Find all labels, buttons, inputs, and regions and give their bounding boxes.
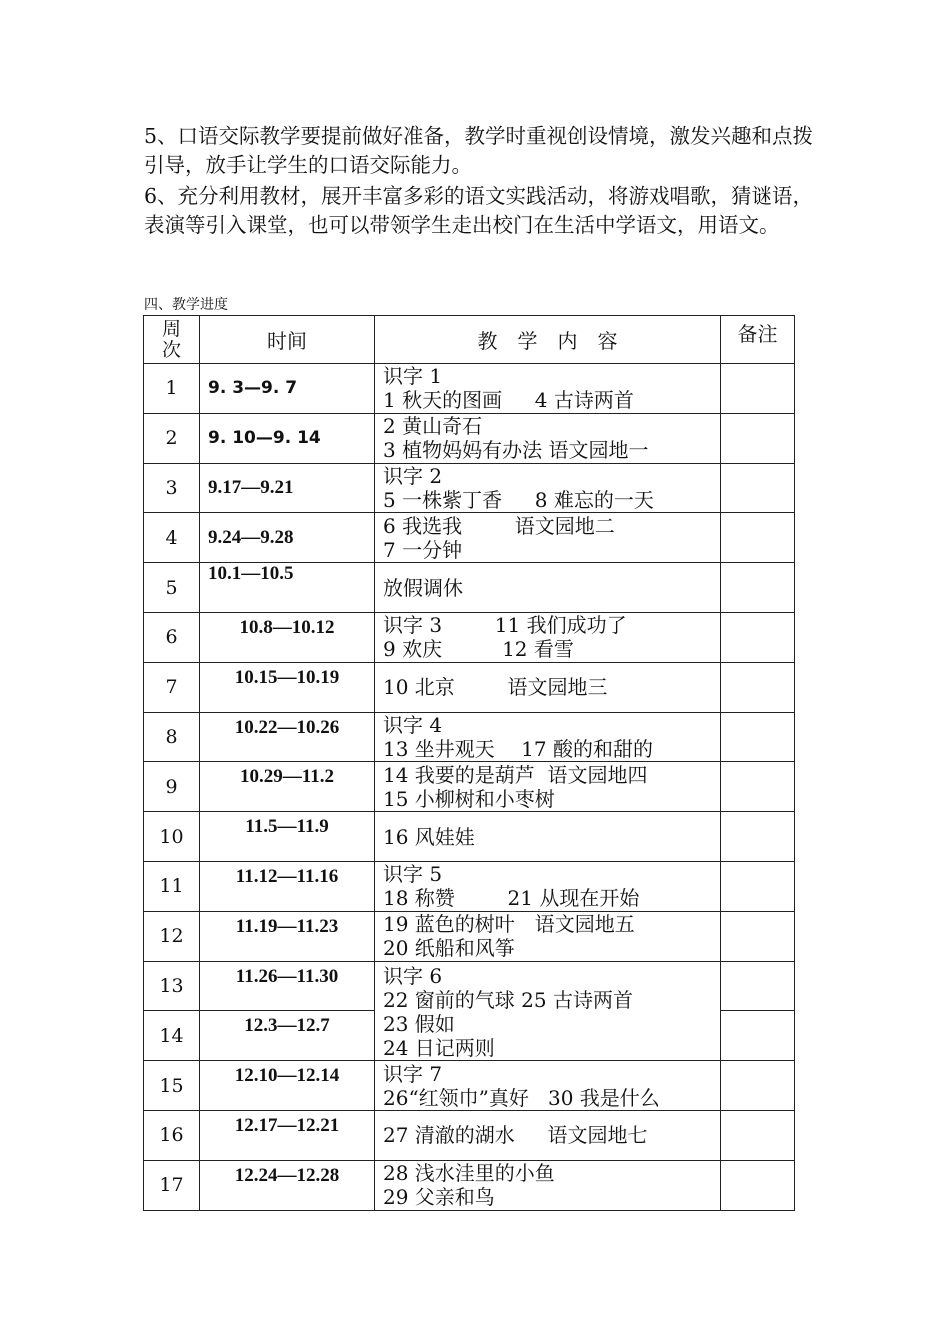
time-cell: 12.3—12.7 [200, 1011, 375, 1061]
section-title: 四、教学进度 [144, 297, 228, 313]
table-row [144, 513, 795, 563]
week-cell: 14 [144, 1011, 200, 1061]
note-cell [721, 911, 795, 961]
note-cell [721, 364, 795, 414]
week-cell: 16 [144, 1110, 200, 1160]
table-row [144, 961, 795, 1011]
table-row [144, 364, 795, 414]
content-cell: 19 蓝色的树叶 语文园地五 20 纸船和风筝 [375, 911, 721, 961]
time-cell: 9. 10—9. 14 [200, 413, 375, 463]
note-cell [721, 413, 795, 463]
time-cell: 11.26—11.30 [200, 961, 375, 1011]
week-cell: 17 [144, 1160, 200, 1210]
content-cell: 识字 3 11 我们成功了 9 欢庆 12 看雪 [375, 612, 721, 662]
note-cell [721, 612, 795, 662]
table-row [144, 413, 795, 463]
table-row [144, 612, 795, 662]
time-cell: 12.24—12.28 [200, 1160, 375, 1210]
time-cell: 9.17—9.21 [200, 463, 375, 513]
time-cell: 10.22—10.26 [200, 712, 375, 762]
time-cell: 11.5—11.9 [200, 812, 375, 862]
table-row [144, 1061, 795, 1111]
table-row [144, 812, 795, 862]
table-row [144, 1110, 795, 1160]
week-cell: 5 [144, 563, 200, 613]
note-cell [721, 762, 795, 812]
content-cell: 识字 4 13 坐井观天 17 酸的和甜的 [375, 712, 721, 762]
content-cell: 放假调休 [375, 563, 721, 613]
note-cell [721, 861, 795, 911]
table-row [144, 463, 795, 513]
content-cell: 识字 2 5 一株紫丁香 8 难忘的一天 [375, 463, 721, 513]
week-cell: 12 [144, 911, 200, 961]
week-cell: 1 [144, 364, 200, 414]
content-cell: 识字 7 26“红领巾”真好 30 我是什么 [375, 1061, 721, 1111]
header-week: 周 次 [144, 316, 200, 364]
week-cell: 13 [144, 961, 200, 1011]
note-cell [721, 563, 795, 613]
time-cell: 12.10—12.14 [200, 1061, 375, 1111]
content-cell: 27 清澈的湖水 语文园地七 [375, 1110, 721, 1160]
note-cell [721, 812, 795, 862]
week-cell: 10 [144, 812, 200, 862]
content-cell: 16 风娃娃 [375, 812, 721, 862]
content-cell: 28 浅水洼里的小鱼 29 父亲和鸟 [375, 1160, 721, 1210]
note-cell [721, 1011, 795, 1061]
time-cell: 10.8—10.12 [200, 612, 375, 662]
table-row [144, 563, 795, 613]
schedule-table [143, 315, 795, 1211]
table-row [144, 861, 795, 911]
note-cell [721, 662, 795, 712]
table-row [144, 1160, 795, 1210]
note-cell [721, 712, 795, 762]
header-content: 教 学 内 容 [375, 316, 721, 364]
time-cell: 11.12—11.16 [200, 861, 375, 911]
week-cell: 8 [144, 712, 200, 762]
table-row [144, 762, 795, 812]
time-cell: 10.29—11.2 [200, 762, 375, 812]
note-cell [721, 1061, 795, 1111]
content-cell: 识字 1 1 秋天的图画 4 古诗两首 [375, 364, 721, 414]
table-header-row [144, 316, 795, 364]
week-cell: 6 [144, 612, 200, 662]
time-cell: 9.24—9.28 [200, 513, 375, 563]
week-cell: 11 [144, 861, 200, 911]
note-cell [721, 463, 795, 513]
week-cell: 9 [144, 762, 200, 812]
content-cell: 识字 5 18 称赞 21 从现在开始 [375, 861, 721, 911]
time-cell: 9. 3—9. 7 [200, 364, 375, 414]
time-cell: 11.19—11.23 [200, 911, 375, 961]
content-cell: 2 黄山奇石 3 植物妈妈有办法 语文园地一 [375, 413, 721, 463]
note-cell [721, 1160, 795, 1210]
content-cell: 识字 6 22 窗前的气球 25 古诗两首 23 假如 24 日记两则 [375, 961, 721, 1061]
note-cell [721, 1110, 795, 1160]
table-row [144, 911, 795, 961]
content-cell: 6 我选我 语文园地二 7 一分钟 [375, 513, 721, 563]
week-cell: 4 [144, 513, 200, 563]
time-cell: 10.1—10.5 [200, 563, 375, 613]
paragraph-6: 6、充分利用教材，展开丰富多彩的语文实践活动，将游戏唱歌，猜谜语，表演等引入课堂，也可以带领学生走出校门在生活中学语文，用语文。 [144, 184, 814, 237]
time-cell: 12.17—12.21 [200, 1110, 375, 1160]
note-cell [721, 513, 795, 563]
note-cell [721, 961, 795, 1011]
week-cell: 3 [144, 463, 200, 513]
content-cell: 14 我要的是葫芦 语文园地四 15 小柳树和小枣树 [375, 762, 721, 812]
paragraph-5: 5、口语交际教学要提前做好准备，教学时重视创设情境，激发兴趣和点拨引导，放手让学生的口语交际能力。 [144, 124, 814, 177]
table-row [144, 662, 795, 712]
content-cell: 10 北京 语文园地三 [375, 662, 721, 712]
header-note: 备注 [721, 316, 795, 364]
week-cell: 2 [144, 413, 200, 463]
time-cell: 10.15—10.19 [200, 662, 375, 712]
table-row [144, 712, 795, 762]
week-cell: 7 [144, 662, 200, 712]
week-cell: 15 [144, 1061, 200, 1111]
header-time: 时间 [200, 316, 375, 364]
